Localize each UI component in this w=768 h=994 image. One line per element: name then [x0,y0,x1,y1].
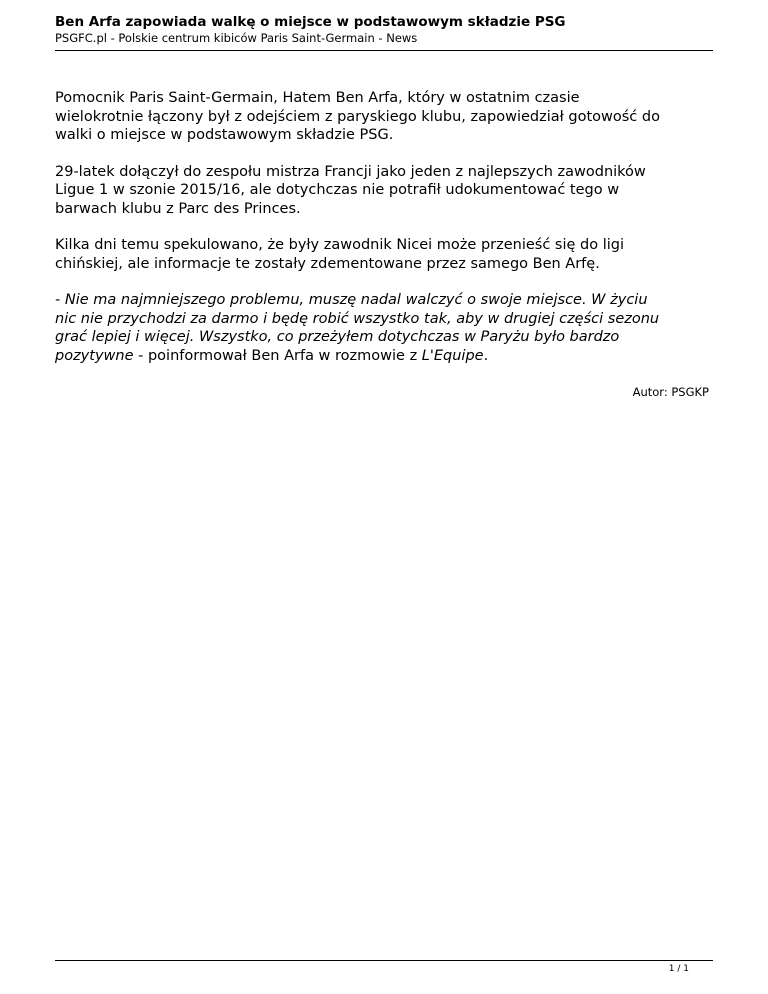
article-body [55,89,715,383]
attribution-period: . [483,347,489,364]
article-author: Autor: PSGKP [632,385,709,399]
paragraph-line: Pomocnik Paris Saint-Germain, Hatem Ben Arfa, który w ostatnim czasie [55,90,580,106]
header-divider [55,50,713,51]
page-number: 1 / 1 [668,964,689,974]
source-name: L'Equipe [421,347,484,364]
quote-line: - Nie ma najmniejszego problemu, muszę nadal walczyć o swoje miejsce. W życiu [55,292,648,308]
document-header [55,14,713,46]
paragraph-line: Ligue 1 w szonie 2015/16, ale dotychczas nie potrafił udokumentować tego w [55,182,620,198]
paragraph-2 [55,163,715,219]
paragraph-line: wielokrotnie łączony był z odejściem z paryskiego klubu, zapowiedział gotowość do [55,108,660,125]
paragraph-line: barwach klubu z Parc des Princes. [55,200,301,217]
footer-divider [55,960,713,961]
paragraph-line: chińskiej, ale informacje te zostały zdementowane przez samego Ben Arfę. [55,255,600,272]
site-subtitle: PSGFC.pl - Polskie centrum kibiców Paris Saint-Germain - News [55,31,418,45]
attribution-text: - poinformował Ben Arfa w rozmowie z [133,347,422,364]
paragraph-line: 29-latek dołączył do zespołu mistrza Francji jako jeden z najlepszych zawodników [55,163,646,180]
article-title: Ben Arfa zapowiada walkę o miejsce w podstawowym składzie PSG [55,14,566,30]
quote-end: pozytywne [55,347,134,364]
paragraph-line: walki o miejsce w podstawowym składzie PSG. [55,127,394,143]
quote-paragraph [55,291,715,365]
quote-line: nic nie przychodzi za darmo i będę robić wszystko tak, aby w drugiej części sezonu [55,310,660,327]
quote-attribution-line [55,347,715,366]
quote-line: grać lepiej i więcej. Wszystko, co przeżyłem dotychczas w Paryżu było bardzo [55,329,620,345]
paragraph-line: Kilka dni temu spekulowano, że były zawodnik Nicei może przenieść się do ligi [55,237,625,253]
paragraph-3 [55,236,715,273]
paragraph-1 [55,89,715,145]
